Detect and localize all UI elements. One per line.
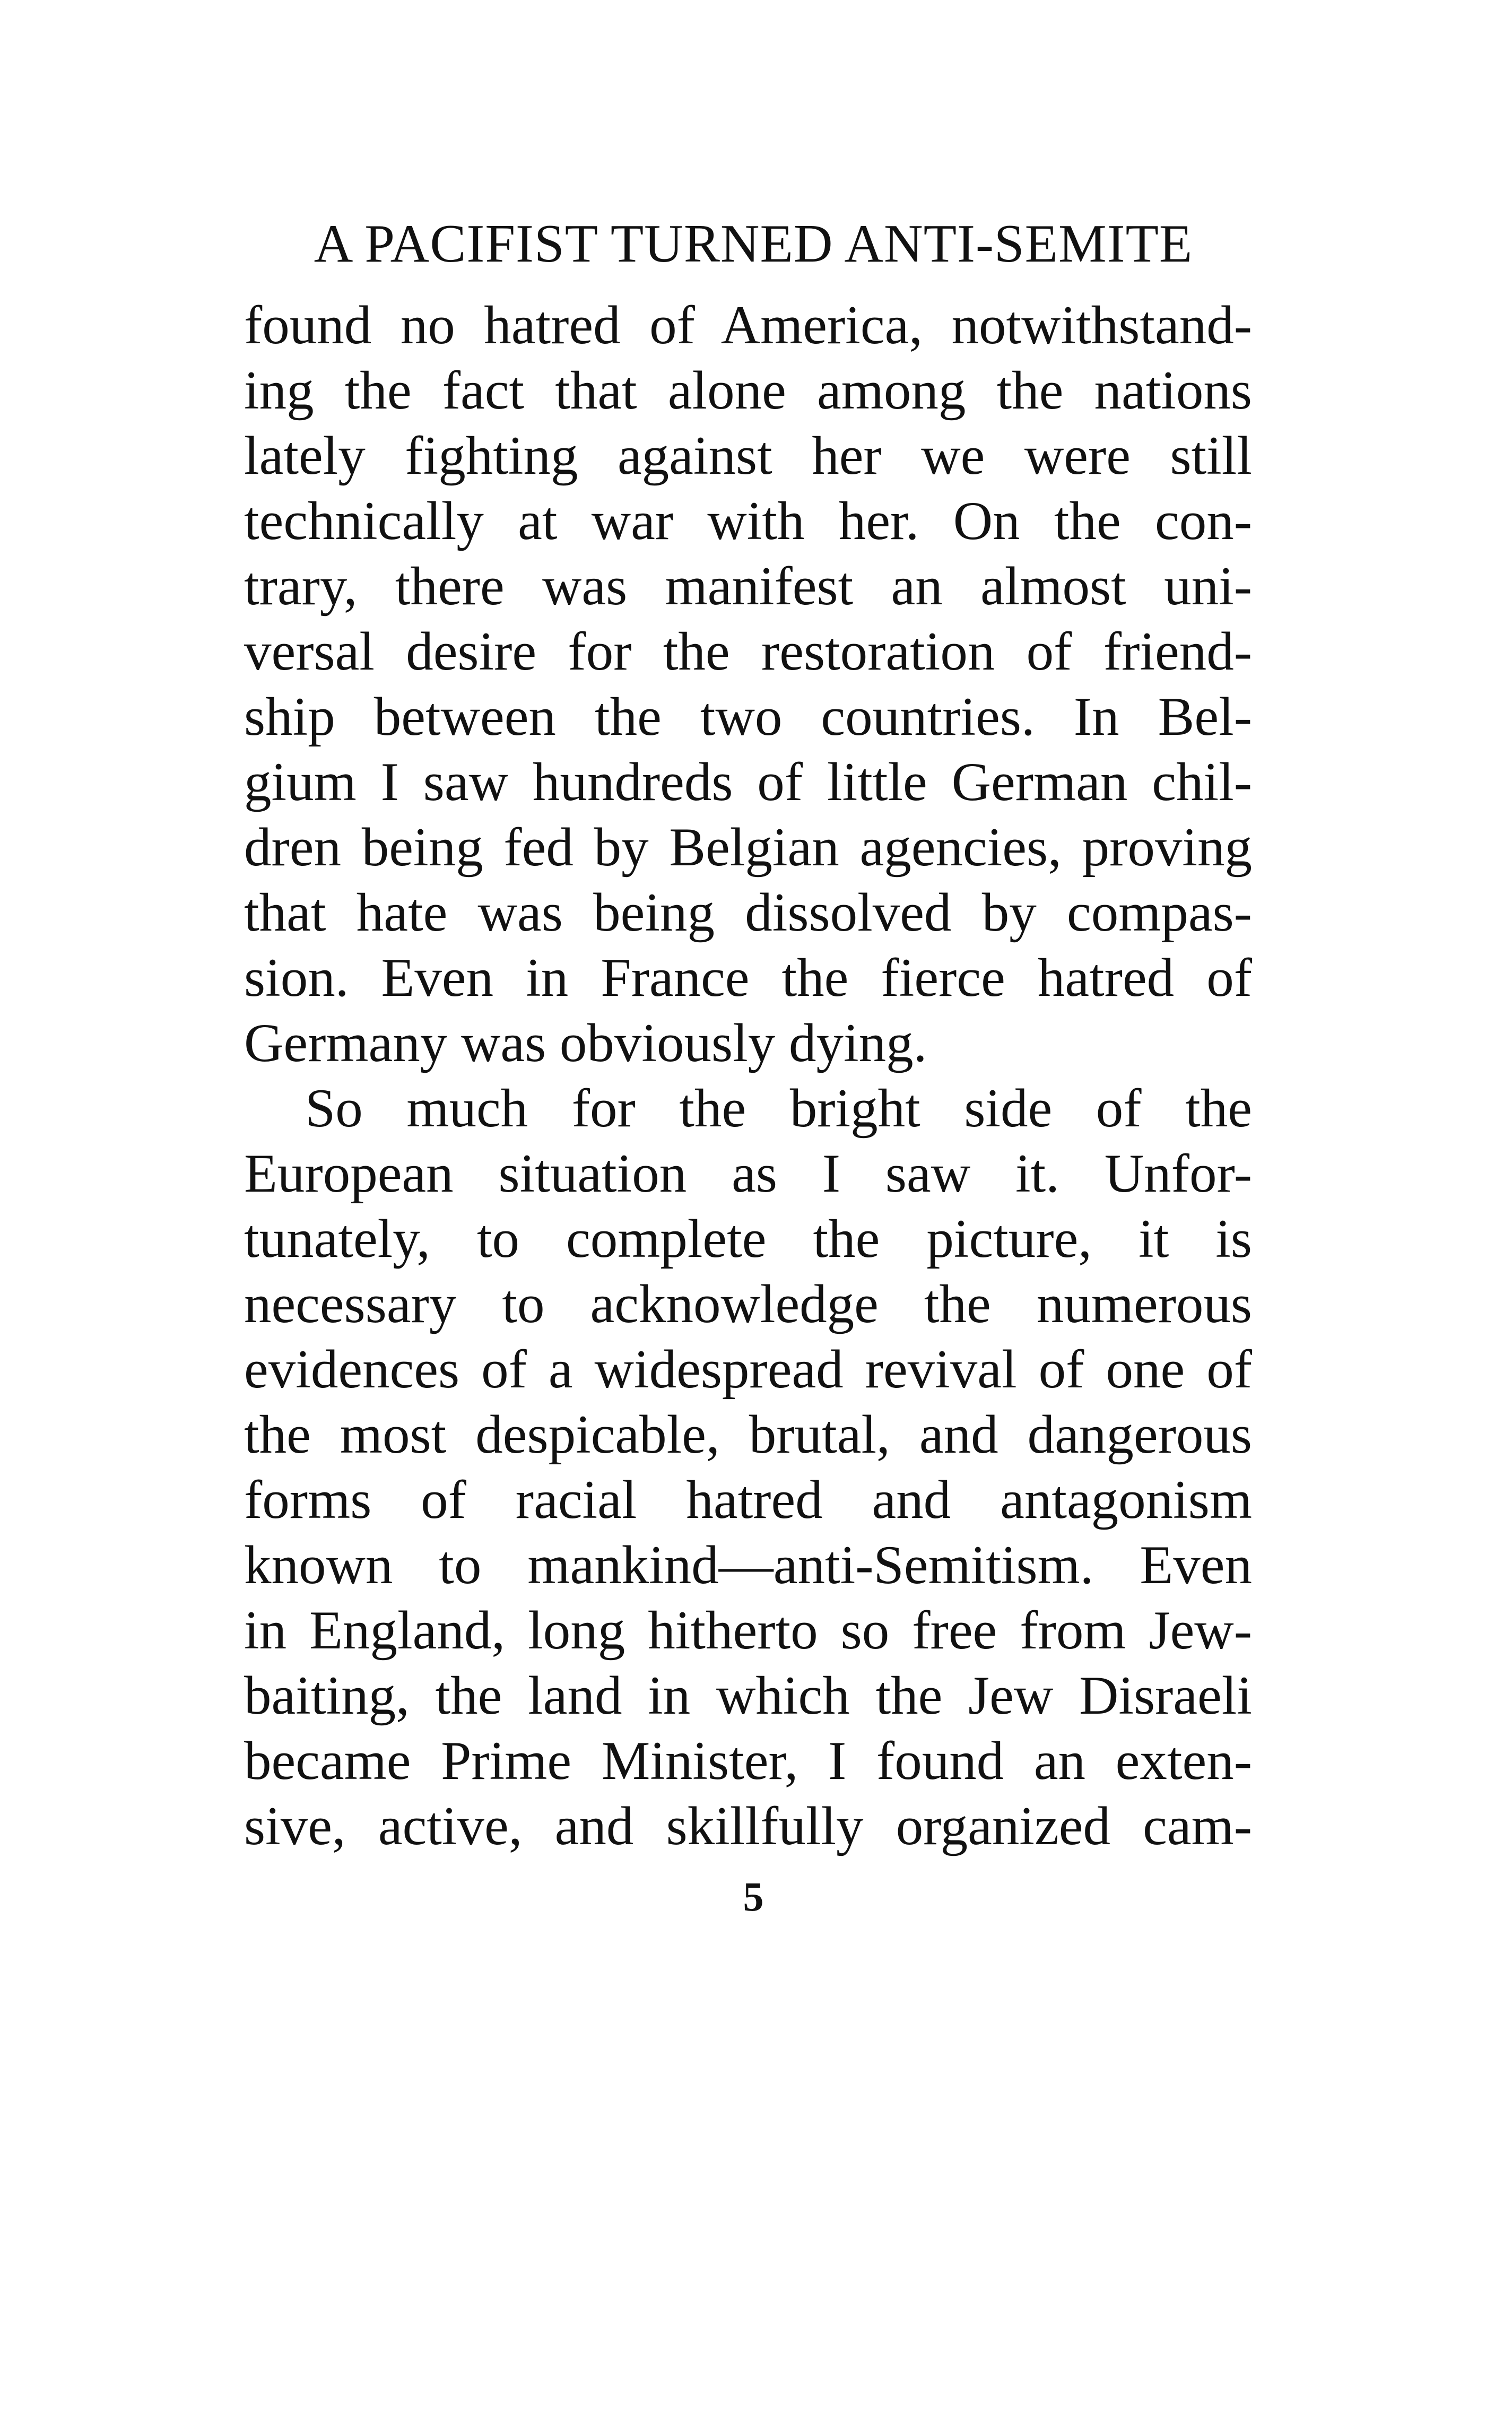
text-line: necessary to acknowledge the numerous [244,1274,1252,1334]
text-line: sive, active, and skillfully organized cam- [244,1796,1252,1856]
text-line: sion. Even in France the fierce hatred of [244,948,1252,1008]
text-line: European situation as I saw it. Unfor- [244,1143,1252,1204]
text-line: evidences of a widespread revival of one of [244,1339,1252,1400]
text-line: ing the fact that alone among the nations [244,360,1252,421]
text-line: forms of racial hatred and antagonism [244,1470,1252,1530]
text-line: baiting, the land in which the Jew Disraeli [244,1665,1252,1726]
text-line: became Prime Minister, I found an exten- [244,1731,1252,1791]
text-line: technically at war with her. On the con- [244,491,1252,551]
text-line: dren being fed by Belgian agencies, proving [244,817,1252,878]
text-line: in England, long hitherto so free from Jew- [244,1600,1252,1661]
text-line: the most despicable, brutal, and dangerous [244,1404,1252,1465]
running-head: A PACIFIST TURNED ANTI-SEMITE [314,214,1193,274]
text-line: known to mankind—anti-Semitism. Even [244,1535,1252,1595]
text-line: found no hatred of America, notwithstand- [244,295,1252,355]
page-number: 5 [743,1873,764,1920]
text-line: trary, there was manifest an almost uni- [244,556,1252,616]
text-line: gium I saw hundreds of little German chil- [244,752,1252,812]
text-line: tunately, to complete the picture, it is [244,1209,1252,1269]
text-line: So much for the bright side of the [305,1078,1252,1139]
text-line: lately fighting against her we were still [244,426,1252,486]
body-text [244,293,1252,1859]
text-line: versal desire for the restoration of friend- [244,621,1252,682]
text-line: Germany was obviously dying. [244,1013,927,1073]
text-line: that hate was being dissolved by compas- [244,882,1252,943]
text-line: ship between the two countries. In Bel- [244,687,1252,747]
